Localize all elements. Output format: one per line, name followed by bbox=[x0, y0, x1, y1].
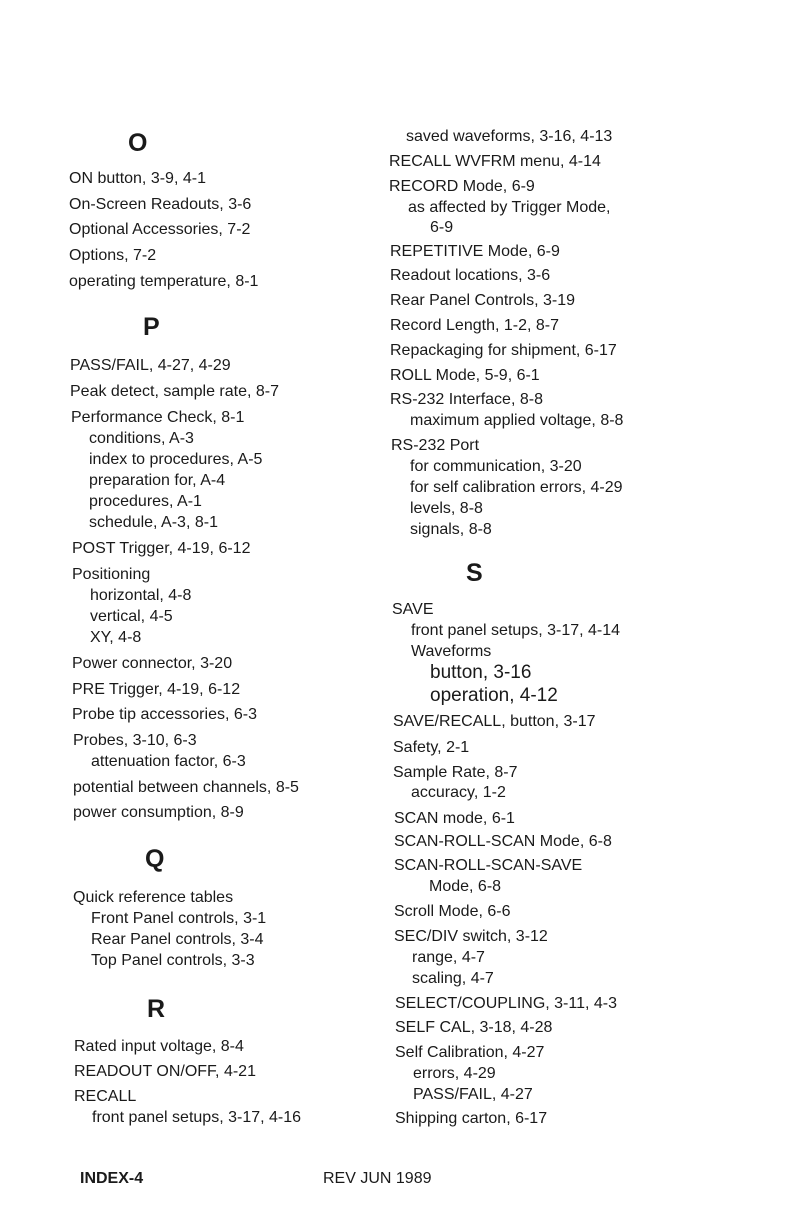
index-entry: operating temperature, 8-1 bbox=[69, 273, 259, 290]
index-subentry: preparation for, A-4 bbox=[89, 472, 226, 489]
index-entry: Optional Accessories, 7-2 bbox=[69, 221, 251, 238]
index-subentry: scaling, 4-7 bbox=[412, 970, 494, 987]
index-entry: SCAN-ROLL-SCAN-SAVE bbox=[394, 857, 583, 874]
index-subentry: schedule, A-3, 8-1 bbox=[89, 514, 218, 531]
index-entry: power consumption, 8-9 bbox=[73, 804, 244, 821]
index-subentry: procedures, A-1 bbox=[89, 493, 202, 510]
revision-date: REV JUN 1989 bbox=[323, 1170, 432, 1187]
index-subentry: for self calibration errors, 4-29 bbox=[410, 479, 623, 496]
index-entry: RECALL WVFRM menu, 4-14 bbox=[389, 153, 601, 170]
index-subentry: saved waveforms, 3-16, 4-13 bbox=[406, 128, 613, 145]
index-subentry: front panel setups, 3-17, 4-14 bbox=[411, 622, 621, 639]
section-letter-o: O bbox=[128, 129, 148, 157]
index-entry: SAVE/RECALL, button, 3-17 bbox=[393, 713, 596, 730]
index-entry: PRE Trigger, 4-19, 6-12 bbox=[72, 681, 241, 698]
index-entry: Rear Panel Controls, 3-19 bbox=[390, 292, 575, 309]
index-entry: SCAN mode, 6-1 bbox=[394, 810, 515, 827]
index-subentry: operation, 4-12 bbox=[430, 685, 558, 706]
index-subentry: Waveforms bbox=[411, 643, 492, 660]
index-entry: On-Screen Readouts, 3-6 bbox=[69, 196, 252, 213]
index-entry: RECORD Mode, 6-9 bbox=[389, 178, 535, 195]
index-entry: Scroll Mode, 6-6 bbox=[394, 903, 511, 920]
index-entry: Performance Check, 8-1 bbox=[71, 409, 245, 426]
index-entry: Self Calibration, 4-27 bbox=[395, 1044, 545, 1061]
index-entry: Probe tip accessories, 6-3 bbox=[72, 706, 257, 723]
index-entry: Shipping carton, 6-17 bbox=[395, 1110, 548, 1127]
section-letter-q: Q bbox=[145, 845, 165, 873]
index-entry: potential between channels, 8-5 bbox=[73, 779, 299, 796]
page-number: INDEX-4 bbox=[80, 1170, 144, 1187]
index-subentry: as affected by Trigger Mode, bbox=[408, 199, 611, 216]
index-entry: SEC/DIV switch, 3-12 bbox=[394, 928, 548, 945]
index-entry: SELF CAL, 3-18, 4-28 bbox=[395, 1019, 553, 1036]
index-entry: READOUT ON/OFF, 4-21 bbox=[74, 1063, 256, 1080]
index-subentry: attenuation factor, 6-3 bbox=[91, 753, 246, 770]
index-entry: ON button, 3-9, 4-1 bbox=[69, 170, 206, 187]
index-entry: Peak detect, sample rate, 8-7 bbox=[70, 383, 279, 400]
index-subentry: conditions, A-3 bbox=[89, 430, 194, 447]
index-subentry: index to procedures, A-5 bbox=[89, 451, 263, 468]
index-entry: Probes, 3-10, 6-3 bbox=[73, 732, 197, 749]
index-subentry: 6-9 bbox=[430, 219, 454, 236]
index-entry: SAVE bbox=[392, 601, 434, 618]
index-entry: SCAN-ROLL-SCAN Mode, 6-8 bbox=[394, 833, 612, 850]
index-subentry: vertical, 4-5 bbox=[90, 608, 173, 625]
index-entry: RS-232 Interface, 8-8 bbox=[390, 391, 543, 408]
section-letter-s: S bbox=[466, 559, 483, 587]
index-subentry: errors, 4-29 bbox=[413, 1065, 496, 1082]
index-subentry: range, 4-7 bbox=[412, 949, 485, 966]
index-subentry: XY, 4-8 bbox=[90, 629, 142, 646]
index-subentry: button, 3-16 bbox=[430, 662, 532, 683]
index-entry: Rated input voltage, 8-4 bbox=[74, 1038, 244, 1055]
index-subentry: PASS/FAIL, 4-27 bbox=[413, 1086, 533, 1103]
index-entry: POST Trigger, 4-19, 6-12 bbox=[72, 540, 251, 557]
section-letter-r: R bbox=[147, 995, 166, 1023]
index-subentry: maximum applied voltage, 8-8 bbox=[410, 412, 624, 429]
index-entry: RECALL bbox=[74, 1088, 137, 1105]
index-subentry: Rear Panel controls, 3-4 bbox=[91, 931, 264, 948]
index-entry: Power connector, 3-20 bbox=[72, 655, 233, 672]
index-entry: ROLL Mode, 5-9, 6-1 bbox=[390, 367, 540, 384]
index-entry: Readout locations, 3-6 bbox=[390, 267, 551, 284]
index-entry: Repackaging for shipment, 6-17 bbox=[390, 342, 617, 359]
index-entry: REPETITIVE Mode, 6-9 bbox=[390, 243, 560, 260]
index-subentry: front panel setups, 3-17, 4-16 bbox=[92, 1109, 302, 1126]
index-subentry: horizontal, 4-8 bbox=[90, 587, 192, 604]
index-entry: Options, 7-2 bbox=[69, 247, 157, 264]
index-entry: RS-232 Port bbox=[391, 437, 480, 454]
index-subentry: Mode, 6-8 bbox=[429, 878, 502, 895]
index-subentry: Top Panel controls, 3-3 bbox=[91, 952, 255, 969]
section-letter-p: P bbox=[143, 313, 160, 341]
index-subentry: signals, 8-8 bbox=[410, 521, 492, 538]
index-subentry: levels, 8-8 bbox=[410, 500, 483, 517]
index-entry: Positioning bbox=[72, 566, 151, 583]
index-entry: Record Length, 1-2, 8-7 bbox=[390, 317, 559, 334]
index-subentry: for communication, 3-20 bbox=[410, 458, 582, 475]
index-subentry: accuracy, 1-2 bbox=[411, 784, 506, 801]
index-entry: PASS/FAIL, 4-27, 4-29 bbox=[70, 357, 231, 374]
index-entry: Safety, 2-1 bbox=[393, 739, 470, 756]
index-entry: SELECT/COUPLING, 3-11, 4-3 bbox=[395, 995, 617, 1012]
index-subentry: Front Panel controls, 3-1 bbox=[91, 910, 267, 927]
index-entry: Quick reference tables bbox=[73, 889, 234, 906]
index-entry: Sample Rate, 8-7 bbox=[393, 764, 518, 781]
